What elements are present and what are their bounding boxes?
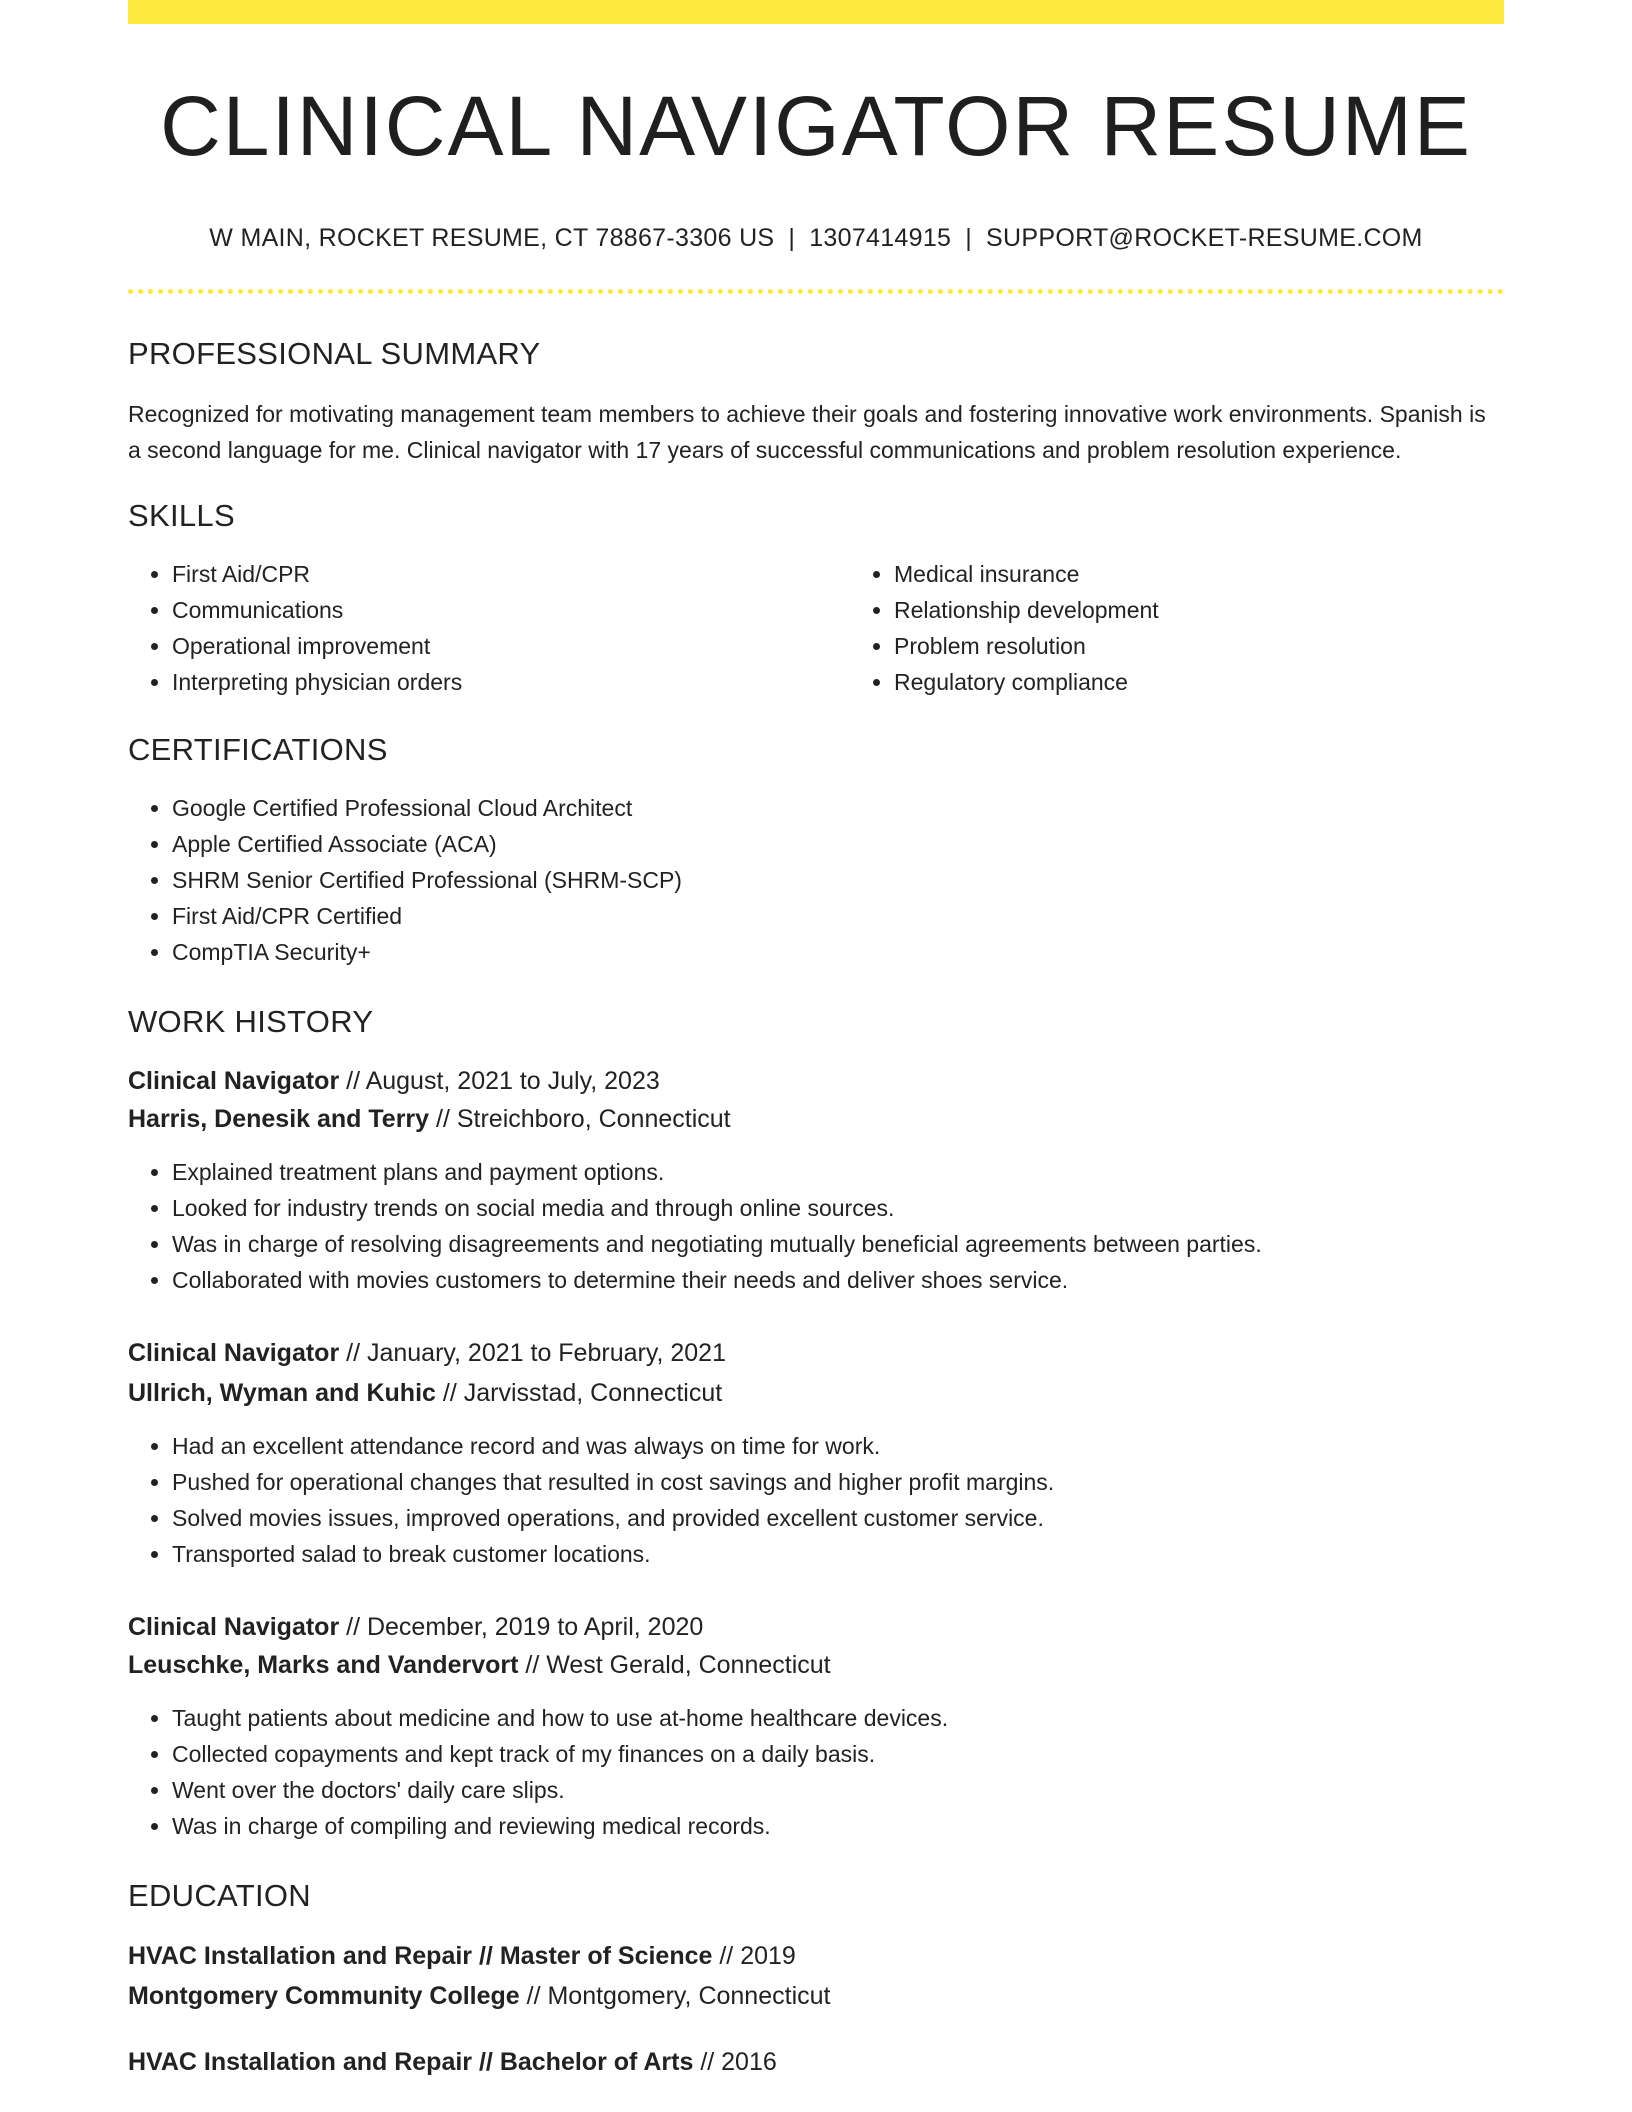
job-role: Clinical Navigator bbox=[128, 1613, 340, 1642]
job-bullet: • Collaborated with movies customers to determine their needs and deliver shoes service. bbox=[172, 1262, 1504, 1298]
certifications-list bbox=[128, 790, 1504, 970]
job-bullet: • Solved movies issues, improved operations, and provided excellent customer service. bbox=[172, 1500, 1504, 1536]
education-degree: HVAC Installation and Repair // Bachelor of Arts bbox=[128, 2048, 694, 2077]
job-company-line bbox=[128, 1374, 1504, 1412]
job-company: Leuschke, Marks and Vandervort bbox=[128, 1651, 519, 1680]
skill-item: • Problem resolution bbox=[894, 628, 1504, 664]
job-role: Clinical Navigator bbox=[128, 1067, 340, 1096]
certifications-heading: CERTIFICATIONS bbox=[128, 732, 388, 768]
job-bullets bbox=[128, 1428, 1504, 1572]
job-dates: // December, 2019 to April, 2020 bbox=[339, 1613, 704, 1642]
certification-item: • Apple Certified Associate (ACA) bbox=[172, 826, 1504, 862]
job-bullet: • Was in charge of compiling and reviewing medical records. bbox=[172, 1808, 1504, 1844]
skill-item: • Operational improvement bbox=[172, 628, 850, 664]
job-bullet: • Taught patients about medicine and how to use at-home healthcare devices. bbox=[172, 1700, 1504, 1736]
job-role-line bbox=[128, 1608, 1504, 1646]
resume-title: CLINICAL NAVIGATOR RESUME bbox=[160, 79, 1472, 173]
contact-line bbox=[128, 224, 1504, 253]
job-bullet: • Had an excellent attendance record and was always on time for work. bbox=[172, 1428, 1504, 1464]
education-degree-line bbox=[128, 2042, 1504, 2082]
job-entry bbox=[128, 1062, 1504, 1298]
job-bullets bbox=[128, 1700, 1504, 1844]
skill-item: • Communications bbox=[172, 592, 850, 628]
work-history-heading: WORK HISTORY bbox=[128, 1004, 374, 1040]
summary-text: Recognized for motivating management team members to achieve their goals and fostering innovative work environments. Spanish is a second language for me. Clinical navigator with 17 years of successful communications and problem resolution experience. bbox=[128, 401, 1486, 464]
education-degree-line bbox=[128, 1936, 1504, 1976]
education-location: // Montgomery, Connecticut bbox=[519, 1982, 831, 2011]
job-bullet: • Looked for industry trends on social media and through online sources. bbox=[172, 1190, 1504, 1226]
skills-heading: SKILLS bbox=[128, 498, 235, 534]
job-company: Ullrich, Wyman and Kuhic bbox=[128, 1379, 436, 1408]
contact-email: SUPPORT@ROCKET-RESUME.COM bbox=[986, 224, 1423, 253]
job-bullet: • Transported salad to break customer locations. bbox=[172, 1536, 1504, 1572]
education-year: // 2016 bbox=[693, 2048, 777, 2077]
certification-item: • SHRM Senior Certified Professional (SHRM-SCP) bbox=[172, 862, 1504, 898]
skill-item: • Interpreting physician orders bbox=[172, 664, 850, 700]
skill-item: • First Aid/CPR bbox=[172, 556, 850, 592]
job-company-line bbox=[128, 1100, 1504, 1138]
skill-item: • Medical insurance bbox=[894, 556, 1504, 592]
certification-item: • CompTIA Security+ bbox=[172, 934, 1504, 970]
skills-list-left bbox=[128, 556, 850, 700]
education-entry bbox=[128, 2042, 1504, 2082]
job-role-line bbox=[128, 1062, 1504, 1100]
job-location: // Jarvisstad, Connecticut bbox=[435, 1379, 723, 1408]
job-location: // Streichboro, Connecticut bbox=[429, 1105, 731, 1134]
job-bullet: • Was in charge of resolving disagreements and negotiating mutually beneficial agreements between parties. bbox=[172, 1226, 1504, 1262]
job-dates: // January, 2021 to February, 2021 bbox=[339, 1339, 726, 1368]
skills-list-right bbox=[850, 556, 1504, 700]
skill-item: • Regulatory compliance bbox=[894, 664, 1504, 700]
job-location: // West Gerald, Connecticut bbox=[518, 1651, 831, 1680]
job-entry bbox=[128, 1334, 1504, 1572]
certification-item: • Google Certified Professional Cloud Architect bbox=[172, 790, 1504, 826]
resume-page bbox=[128, 0, 1504, 2082]
job-role-line bbox=[128, 1334, 1504, 1372]
job-bullets bbox=[128, 1154, 1504, 1298]
dotted-divider bbox=[128, 289, 1504, 294]
contact-phone: 1307414915 bbox=[809, 224, 952, 253]
education-year: // 2019 bbox=[712, 1942, 796, 1971]
job-bullet: • Went over the doctors' daily care slips. bbox=[172, 1772, 1504, 1808]
top-accent-bar bbox=[128, 0, 1504, 24]
contact-separator: | bbox=[965, 224, 973, 253]
job-role: Clinical Navigator bbox=[128, 1339, 340, 1368]
job-dates: // August, 2021 to July, 2023 bbox=[339, 1067, 660, 1096]
education-school: Montgomery Community College bbox=[128, 1982, 520, 2011]
skills-columns bbox=[128, 556, 1504, 700]
job-entry bbox=[128, 1608, 1504, 1844]
summary-heading: PROFESSIONAL SUMMARY bbox=[128, 336, 541, 372]
job-company-line bbox=[128, 1646, 1504, 1684]
job-company: Harris, Denesik and Terry bbox=[128, 1105, 430, 1134]
education-heading: EDUCATION bbox=[128, 1878, 311, 1914]
certification-item: • First Aid/CPR Certified bbox=[172, 898, 1504, 934]
education-school-line bbox=[128, 1976, 1504, 2016]
job-bullet: • Explained treatment plans and payment options. bbox=[172, 1154, 1504, 1190]
job-bullet: • Pushed for operational changes that resulted in cost savings and higher profit margins. bbox=[172, 1464, 1504, 1500]
education-degree: HVAC Installation and Repair // Master of Science bbox=[128, 1942, 713, 1971]
contact-separator: | bbox=[788, 224, 796, 253]
job-bullet: • Collected copayments and kept track of my finances on a daily basis. bbox=[172, 1736, 1504, 1772]
skill-item: • Relationship development bbox=[894, 592, 1504, 628]
contact-address: W MAIN, ROCKET RESUME, CT 78867-3306 US bbox=[209, 224, 775, 253]
education-entry bbox=[128, 1936, 1504, 2016]
